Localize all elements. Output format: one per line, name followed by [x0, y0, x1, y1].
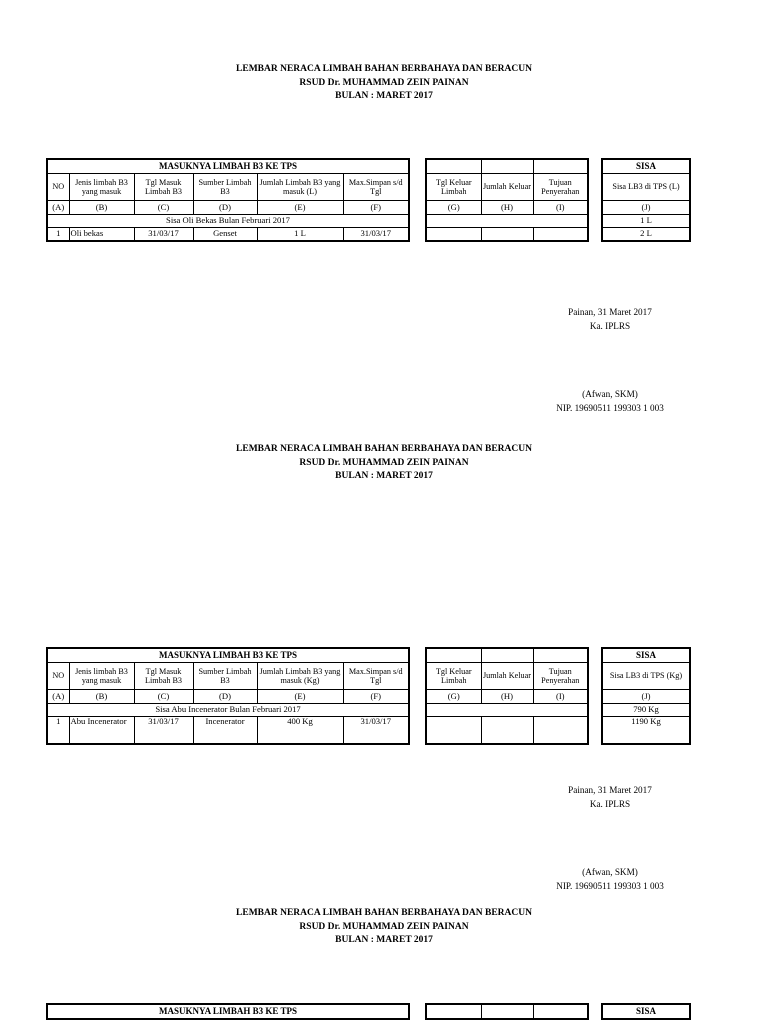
row-tgl-masuk: 31/03/17 [134, 228, 193, 242]
signature-block [530, 305, 690, 333]
row-jenis: Oli bekas [69, 228, 134, 242]
row-tgl-masuk: 31/03/17 [134, 717, 193, 744]
column-header: Jumlah Limbah B3 yang masuk (Kg) [257, 663, 343, 690]
column-header: Tgl Keluar Limbah [426, 174, 481, 201]
column-header: Tujuan Penyerahan [533, 174, 588, 201]
sisa-table [601, 1003, 691, 1020]
column-code: (B) [69, 690, 134, 704]
column-header: Sisa LB3 di TPS (Kg) [602, 663, 690, 690]
column-code: (D) [193, 690, 257, 704]
column-header: Max.Simpan s/d Tgl [343, 663, 409, 690]
column-code: (B) [69, 201, 134, 215]
sisa-table [601, 647, 691, 745]
column-header: Jenis limbah B3 yang masuk [69, 174, 134, 201]
row-no: 1 [47, 228, 69, 242]
masuk-header: MASUKNYA LIMBAH B3 KE TPS [47, 159, 409, 174]
sisa-table [601, 158, 691, 242]
column-code: (E) [257, 690, 343, 704]
column-header: Tgl Masuk Limbah B3 [134, 663, 193, 690]
title-line-1: LEMBAR NERACA LIMBAH BAHAN BERBAHAYA DAN BERACUN [236, 444, 532, 454]
column-code: (A) [47, 201, 69, 215]
column-header: Tgl Keluar Limbah [426, 663, 481, 690]
masuk-header: MASUKNYA LIMBAH B3 KE TPS [47, 648, 409, 663]
masuk-table [46, 158, 410, 242]
signature-place-date: Painan, 31 Maret 2017 [568, 307, 652, 317]
document-title [0, 443, 768, 484]
title-line-2: RSUD Dr. MUHAMMAD ZEIN PAINAN [299, 77, 469, 88]
column-header: NO [47, 663, 69, 690]
sisa-header: SISA [602, 1004, 690, 1019]
column-header: Tgl Masuk Limbah B3 [134, 174, 193, 201]
column-header: Sumber Limbah B3 [193, 663, 257, 690]
column-code: (C) [134, 201, 193, 215]
keluar-table [425, 647, 589, 745]
signature-block [530, 783, 690, 811]
sisa-value: 1 L [602, 215, 690, 228]
title-line-1: LEMBAR NERACA LIMBAH BAHAN BERBAHAYA DAN BERACUN [236, 64, 532, 74]
column-code: (H) [481, 690, 533, 704]
column-code: (C) [134, 690, 193, 704]
title-line-2: RSUD Dr. MUHAMMAD ZEIN PAINAN [299, 457, 469, 468]
column-header: Jumlah Keluar [481, 174, 533, 201]
signature-name: (Afwan, SKM) [582, 389, 638, 399]
column-code: (F) [343, 690, 409, 704]
keluar-table [425, 1003, 589, 1020]
title-line-3: BULAN : MARET 2017 [335, 471, 433, 481]
row-max-simpan: 31/03/17 [343, 717, 409, 744]
sisa-header: SISA [602, 648, 690, 663]
column-header: Sumber Limbah B3 [193, 174, 257, 201]
column-code: (A) [47, 690, 69, 704]
row-no: 1 [47, 717, 69, 744]
document-title [0, 63, 768, 104]
column-code: (H) [481, 201, 533, 215]
signature-name: (Afwan, SKM) [582, 867, 638, 877]
row-sumber: Incenerator [193, 717, 257, 744]
column-code: (F) [343, 201, 409, 215]
signature-nip: NIP. 19690511 199303 1 003 [556, 881, 664, 891]
document-title [0, 907, 768, 948]
masuk-table [46, 647, 410, 745]
sisa-value: 2 L [602, 228, 690, 242]
signature-role: Ka. IPLRS [589, 321, 631, 331]
column-code: (J) [602, 201, 690, 215]
table-row [47, 717, 409, 744]
title-line-2: RSUD Dr. MUHAMMAD ZEIN PAINAN [299, 921, 469, 932]
signature-name-block [530, 387, 690, 415]
column-header: Sisa LB3 di TPS (L) [602, 174, 690, 201]
keluar-table [425, 158, 589, 242]
title-line-3: BULAN : MARET 2017 [335, 91, 433, 101]
sisa-previous-row: Sisa Abu Incenerator Bulan Februari 2017 [47, 704, 409, 717]
sisa-previous-row: Sisa Oli Bekas Bulan Februari 2017 [47, 215, 409, 228]
row-sumber: Genset [193, 228, 257, 242]
title-line-1: LEMBAR NERACA LIMBAH BAHAN BERBAHAYA DAN BERACUN [236, 908, 532, 918]
column-code: (J) [602, 690, 690, 704]
column-code: (D) [193, 201, 257, 215]
masuk-header: MASUKNYA LIMBAH B3 KE TPS [47, 1004, 409, 1019]
column-code: (G) [426, 690, 481, 704]
column-header: NO [47, 174, 69, 201]
row-max-simpan: 31/03/17 [343, 228, 409, 242]
sisa-header: SISA [602, 159, 690, 174]
column-code: (I) [533, 690, 588, 704]
column-code: (E) [257, 201, 343, 215]
column-code: (G) [426, 201, 481, 215]
column-code: (I) [533, 201, 588, 215]
title-line-3: BULAN : MARET 2017 [335, 935, 433, 945]
sisa-value: 790 Kg [602, 704, 690, 717]
sisa-value: 1190 Kg [602, 717, 690, 744]
row-jumlah: 400 Kg [257, 717, 343, 744]
column-header: Jumlah Keluar [481, 663, 533, 690]
column-header: Max.Simpan s/d Tgl [343, 174, 409, 201]
column-header: Jenis limbah B3 yang masuk [69, 663, 134, 690]
row-jumlah: 1 L [257, 228, 343, 242]
table-row [47, 228, 409, 242]
column-header: Jumlah Limbah B3 yang masuk (L) [257, 174, 343, 201]
signature-nip: NIP. 19690511 199303 1 003 [556, 403, 664, 413]
column-header: Tujuan Penyerahan [533, 663, 588, 690]
row-jenis: Abu Incenerator [69, 717, 134, 744]
signature-role: Ka. IPLRS [589, 799, 631, 809]
signature-name-block [530, 865, 690, 893]
signature-place-date: Painan, 31 Maret 2017 [568, 785, 652, 795]
masuk-table [46, 1003, 410, 1020]
